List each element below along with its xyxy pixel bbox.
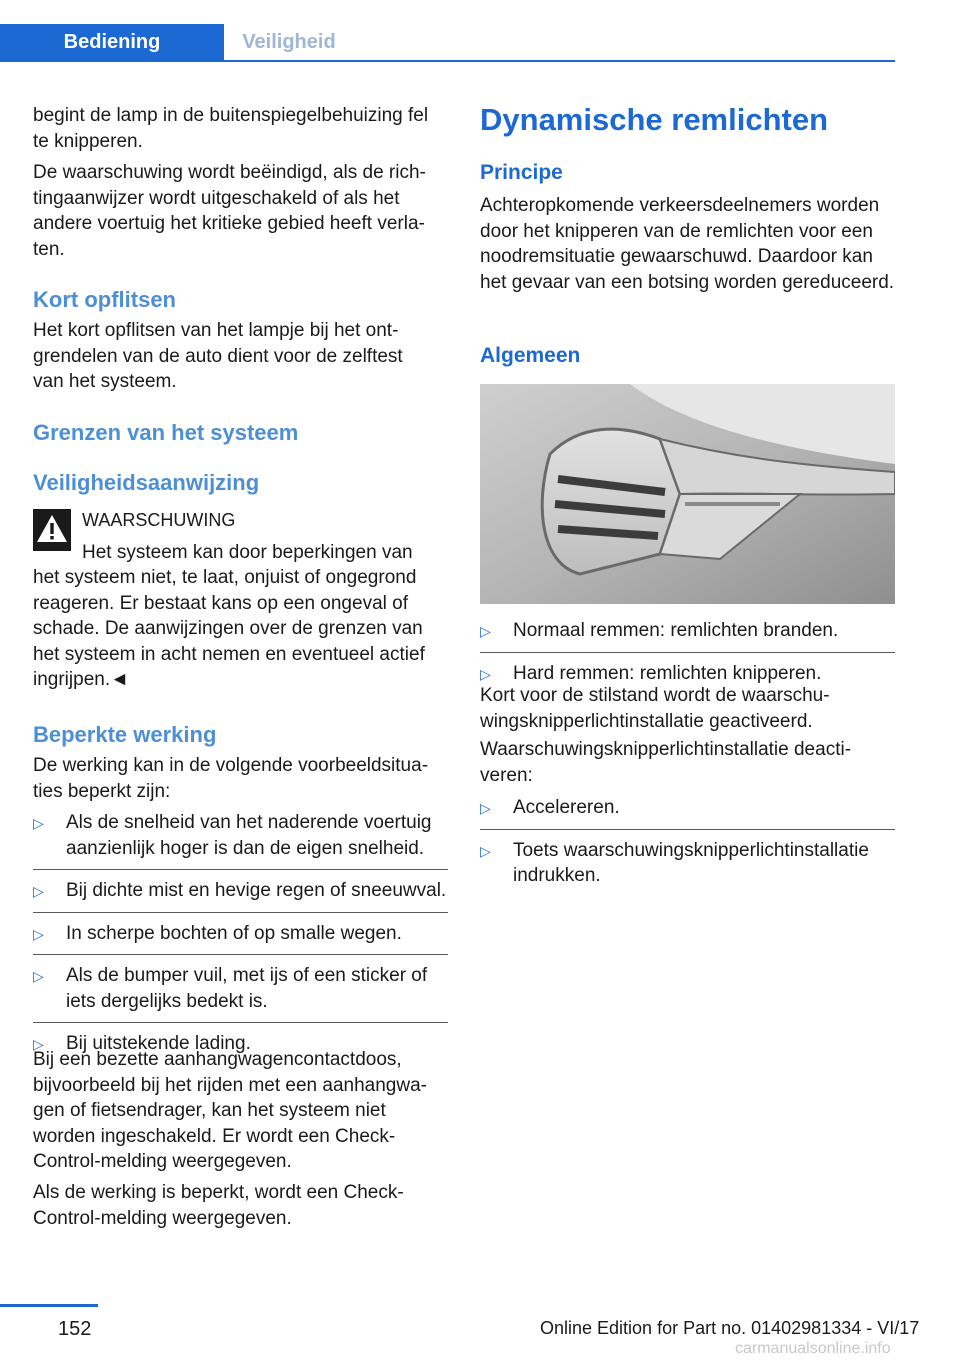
footer-accent-line — [0, 1304, 98, 1307]
list-item: ▷ Als de bumper vuil, met ijs of een sticker of iets dergelijks bedekt is. — [33, 965, 428, 1012]
warning-lead: Het systeem kan door beperkingen van — [82, 542, 413, 563]
warning-triangle-icon — [33, 509, 71, 551]
triangle-bullet-icon: ▷ — [480, 842, 491, 859]
list-separator-wrap — [480, 652, 895, 653]
paragraph: De waarschuwing wordt beëindigd, als de richtingaanwijzer wordt uitgeschakeld of als het andere voertuig het kritieke gebied heeft verlaten. — [33, 162, 426, 260]
triangle-bullet-icon: ▷ — [480, 800, 491, 816]
list-separator-wrap — [33, 954, 448, 955]
paragraph: De werking kan in de volgende voorbeeldsituaties beperkt zijn: — [33, 755, 429, 802]
list-separator-wrap — [33, 1022, 448, 1023]
list-item: ▷ Accelereren. — [480, 795, 895, 821]
divider — [33, 1022, 448, 1023]
triangle-bullet-icon: ▷ — [480, 623, 491, 639]
triangle-bullet-icon: ▷ — [33, 968, 44, 984]
heading-principe: Principe — [480, 161, 563, 184]
watermark: carmanualsonline.info — [735, 1340, 891, 1357]
heading-grenzen: Grenzen van het systeem — [33, 420, 299, 445]
list-item: ▷ Bij dichte mist en hevige regen of sneeuwval. — [33, 878, 448, 904]
paragraph: Kort voor de stilstand wordt de waarschuwingsknipperlichtinstallatie geactiveerd. — [480, 685, 830, 732]
divider — [33, 954, 448, 955]
warning-body: het systeem niet, te laat, onjuist of ongegrond reageren. Er bestaat kans op een ongeval of schade. De aanwijzingen over de grenzen van het systeem in acht nemen en eventueel actief ingrijpen.◄ — [33, 567, 425, 690]
divider — [480, 652, 895, 653]
edition-text: Online Edition for Part no. 01402981334 - VI/17 — [540, 1318, 920, 1338]
triangle-bullet-icon: ▷ — [33, 1036, 44, 1052]
limitations-list — [33, 810, 448, 1057]
header-tabs — [0, 24, 895, 62]
tab-bediening[interactable]: Bediening — [0, 24, 224, 60]
taillight-image — [480, 384, 895, 604]
divider — [33, 869, 448, 870]
heading-algemeen: Algemeen — [480, 344, 581, 367]
paragraph: Als de werking is beperkt, wordt een Check-Control-melding weergegeven. — [33, 1182, 404, 1229]
header-divider — [0, 60, 895, 62]
paragraph: Bij een bezette aanhangwagencontactdoos, bijvoorbeeld bij het rijden met een aanhangwagen of fietsendrager, kan het systeem niet worden ingeschakeld. Er wordt een Check-Control-melding weergegeven. — [33, 1049, 427, 1172]
paragraph: begint de lamp in de buitenspiegelbehuizing fel te knipperen. — [33, 105, 429, 152]
heading-veiligheidsaanwijzing: Veiligheidsaanwijzing — [33, 470, 260, 495]
list-separator-wrap — [33, 869, 448, 870]
warning-title: WAARSCHUWING — [82, 510, 236, 530]
paragraph: Achteropkomende verkeersdeelnemers worden door het knipperen van de remlichten voor een noodremsituatie gewaarschuwd. Daardoor kan het gevaar van een botsing worden gereduceerd. — [480, 195, 895, 293]
list-item: ▷ Hard remmen: remlichten knipperen. — [480, 661, 895, 687]
deactivate-list — [480, 795, 895, 889]
page-number: 152 — [58, 1318, 92, 1340]
paragraph: Waarschuwingsknipperlichtinstallatie deactiveren: — [480, 739, 852, 786]
divider — [480, 829, 895, 830]
divider — [33, 912, 448, 913]
triangle-bullet-icon: ▷ — [480, 665, 491, 682]
brake-list — [480, 618, 895, 686]
heading-kort-opflitsen: Kort opflitsen — [33, 287, 176, 312]
heading-dynamische-remlichten: Dynamische remlichten — [480, 102, 829, 137]
triangle-bullet-icon: ▷ — [33, 815, 44, 831]
list-item: ▷ In scherpe bochten of op smalle wegen. — [33, 921, 448, 947]
list-separator-wrap — [33, 912, 448, 913]
list-item: ▷ Normaal remmen: remlichten branden. — [480, 618, 895, 644]
list-separator-wrap — [480, 829, 895, 830]
triangle-bullet-icon: ▷ — [33, 925, 44, 942]
tab-veiligheid[interactable]: Veiligheid — [242, 30, 336, 53]
list-item: ▷ Als de snelheid van het naderende voertuig aanzienlijk hoger is dan de eigen snelheid. — [33, 812, 432, 859]
list-item: ▷ Bij uitstekende lading. — [33, 1031, 448, 1057]
triangle-bullet-icon: ▷ — [33, 883, 44, 899]
paragraph: Het kort opflitsen van het lampje bij het ontgrendelen van de auto dient voor de zelftest van het systeem. — [33, 320, 403, 392]
heading-beperkte-werking: Beperkte werking — [33, 722, 217, 747]
list-item: ▷ Toets waarschuwingsknipperlichtinstallatie indrukken. — [480, 839, 869, 886]
